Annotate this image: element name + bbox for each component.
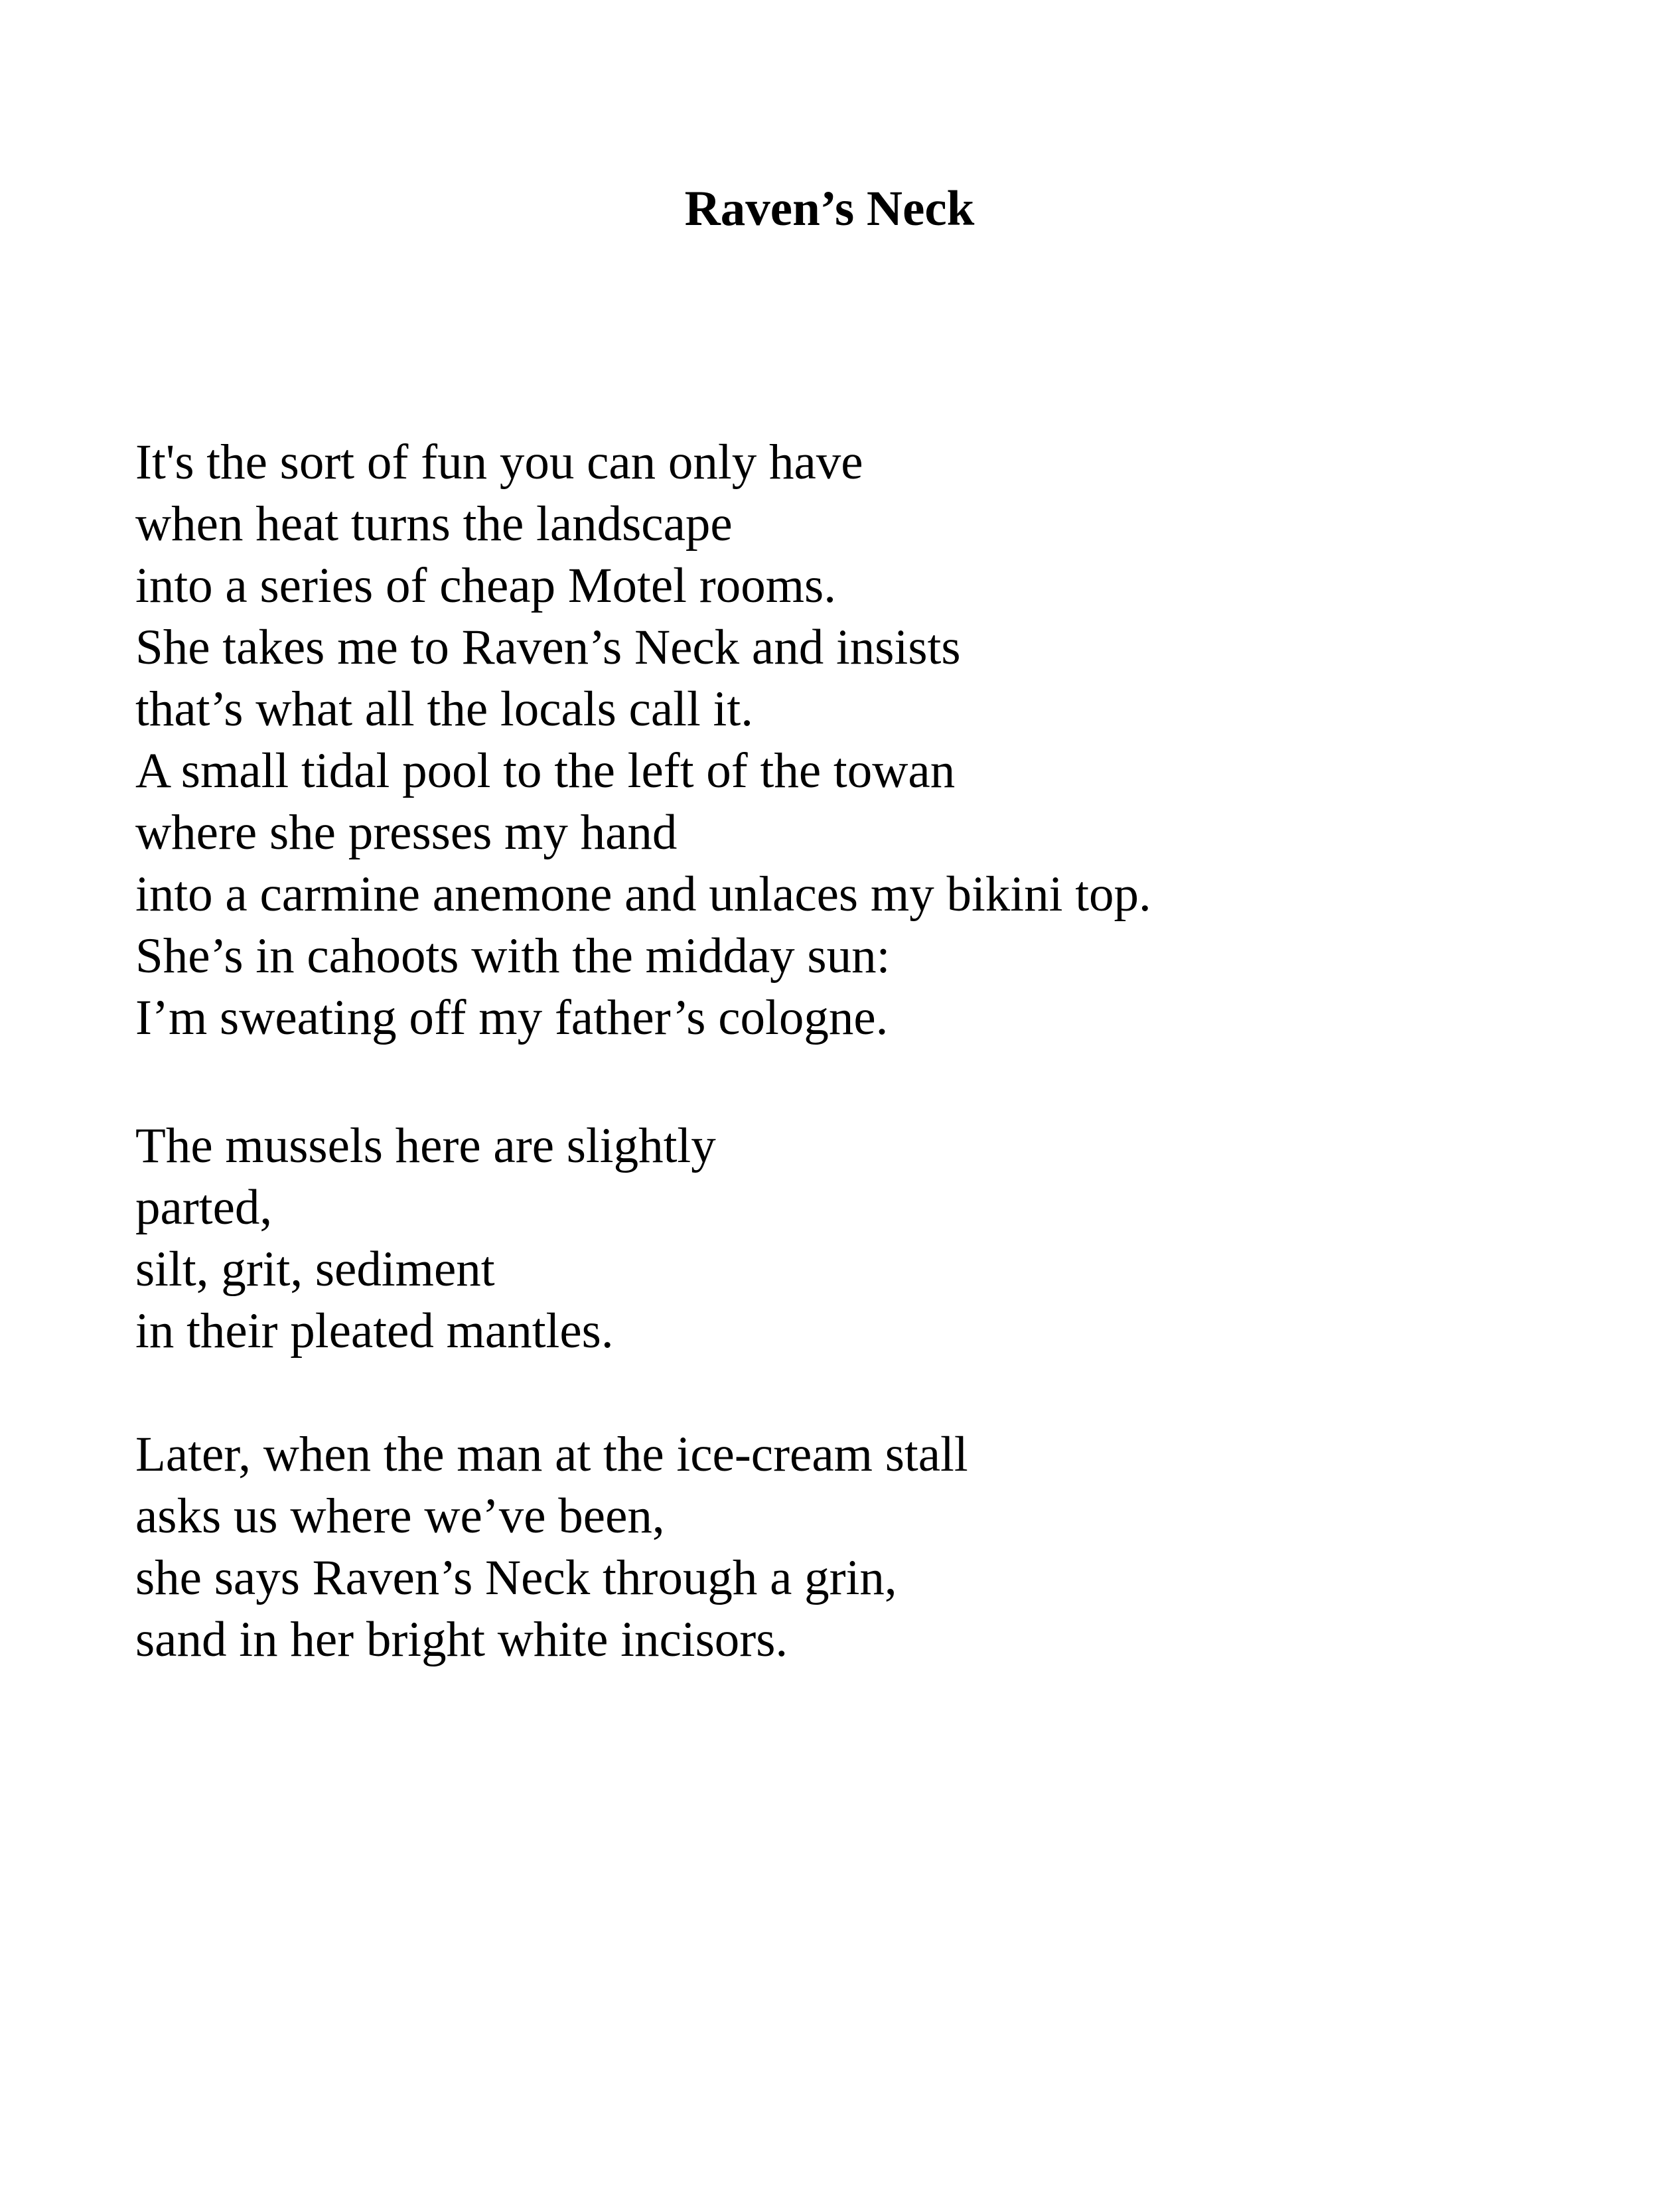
poem-line: where she presses my hand — [135, 805, 678, 860]
poem-line: Later, when the man at the ice-cream stall — [135, 1427, 968, 1482]
poem-line: into a carmine anemone and unlaces my bikini top. — [135, 867, 1151, 922]
poem-line: she says Raven’s Neck through a grin, — [135, 1550, 897, 1605]
poem-line: I’m sweating off my father’s cologne. — [135, 990, 889, 1045]
poem-line: silt, grit, sediment — [135, 1242, 495, 1297]
stanza-2 — [135, 1115, 716, 1362]
poem-line: She takes me to Raven’s Neck and insists — [135, 620, 961, 675]
poem-line: It's the sort of fun you can only have — [135, 435, 863, 490]
poem-line: The mussels here are slightly — [135, 1118, 716, 1173]
stanza-1 — [135, 431, 1151, 1049]
poem-line: asks us where we’ve been, — [135, 1489, 665, 1544]
poem-line: She’s in cahoots with the midday sun: — [135, 928, 891, 984]
stanza-3 — [135, 1424, 968, 1670]
poem-line: A small tidal pool to the left of the towan — [135, 743, 956, 798]
poem-line: sand in her bright white incisors. — [135, 1612, 788, 1667]
poem-line: in their pleated mantles. — [135, 1303, 614, 1359]
poem-line: when heat turns the landscape — [135, 496, 733, 552]
poem-line: parted, — [135, 1180, 273, 1235]
poem-title: Raven’s Neck — [684, 181, 975, 236]
poem-line: that’s what all the locals call it. — [135, 682, 753, 737]
poem-line: into a series of cheap Motel rooms. — [135, 558, 836, 613]
